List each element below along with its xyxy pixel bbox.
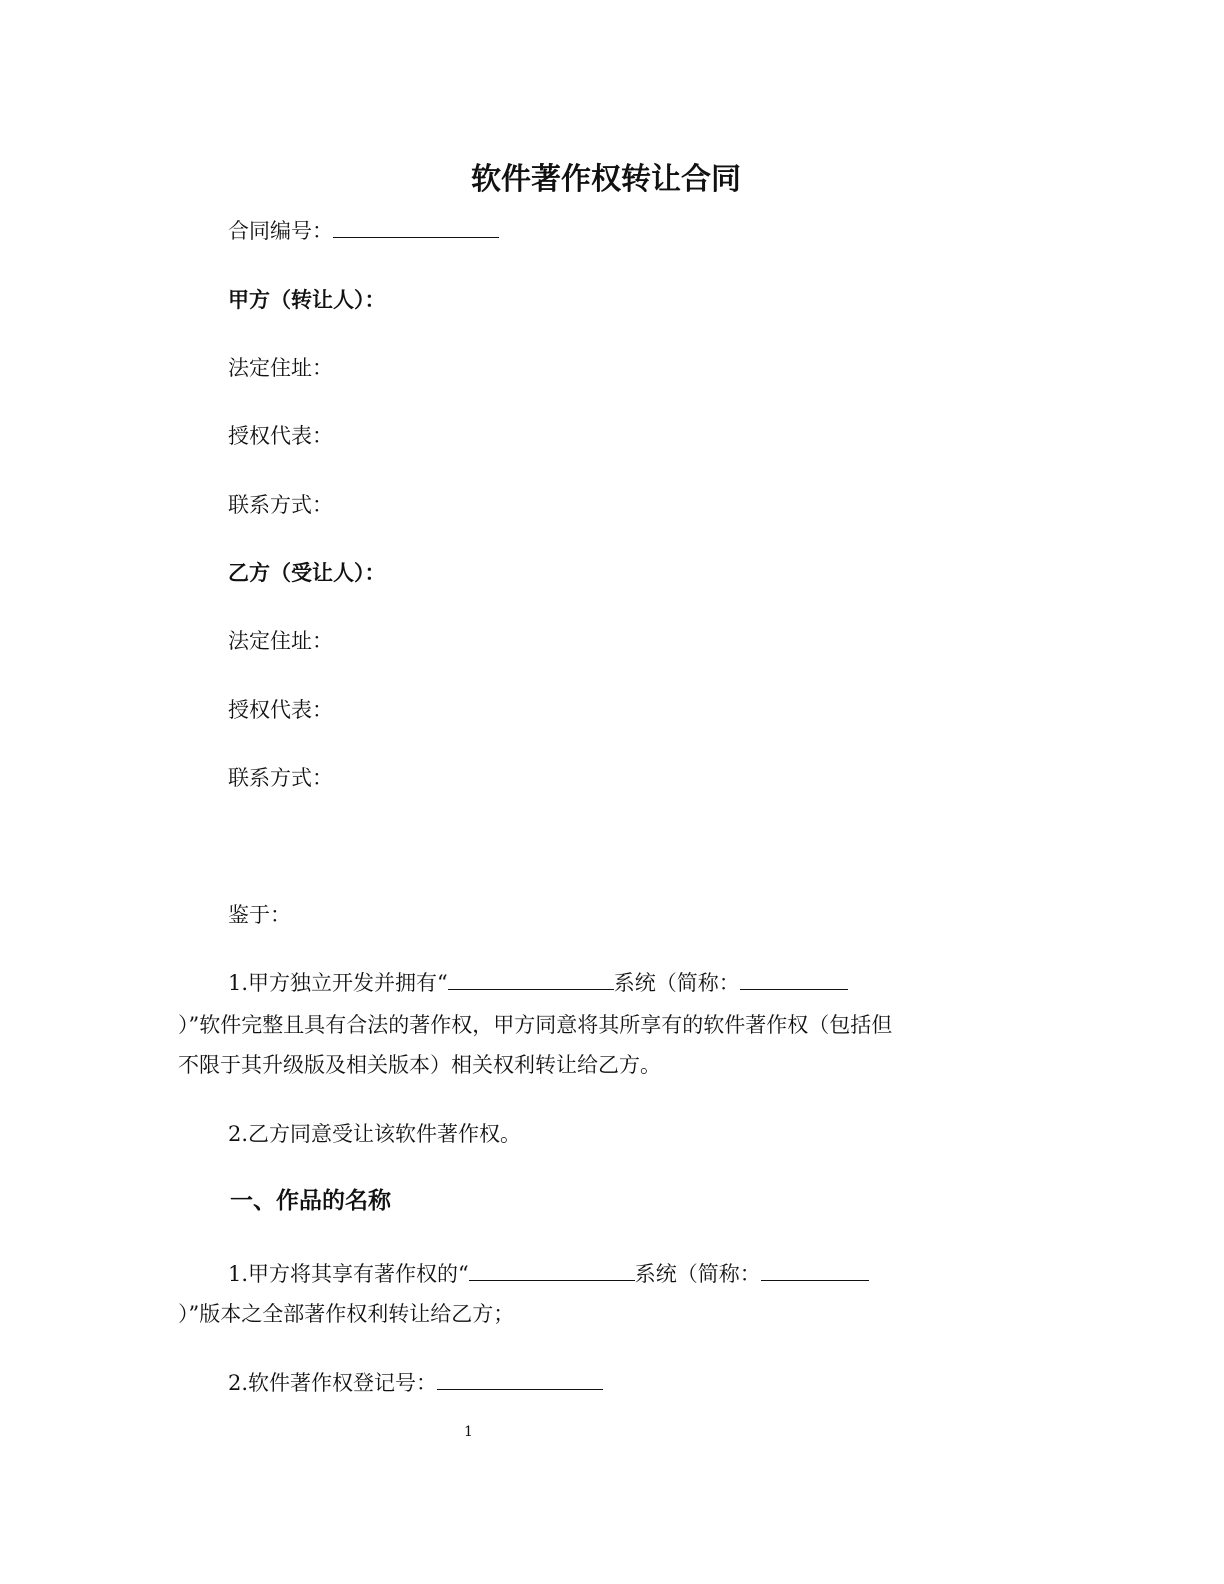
contract-number-blank[interactable]: [333, 219, 499, 238]
section1-short-name-blank[interactable]: [761, 1262, 869, 1281]
registration-number-blank[interactable]: [437, 1371, 603, 1390]
whereas-item1-text-b: 系统（简称：: [613, 971, 740, 995]
party-a-address: 法定住址：: [228, 356, 333, 380]
contract-number: [228, 219, 499, 243]
party-b-heading: 乙方（受让人）：: [228, 561, 386, 585]
section1-item1-line2: ）”版本之全部著作权利转让给乙方；: [178, 1302, 515, 1326]
contract-number-label: 合同编号：: [228, 219, 333, 243]
party-b-contact: 联系方式：: [228, 766, 333, 790]
party-a-rep: 授权代表：: [228, 424, 333, 448]
party-b-address: 法定住址：: [228, 629, 333, 653]
section1-item1-text-a: 1.甲方将其享有著作权的“: [228, 1262, 469, 1286]
whereas-item2: 2.乙方同意受让该软件著作权。: [228, 1122, 522, 1146]
page-number: 1: [464, 1424, 473, 1440]
party-a-heading: 甲方（转让人）：: [228, 288, 386, 312]
document-title: 软件著作权转让合同: [471, 162, 741, 197]
section1-item2: [228, 1371, 603, 1395]
whereas-item1-line2: ）”软件完整且具有合法的著作权，甲方同意将其所享有的软件著作权（包括但: [178, 1013, 893, 1037]
software-name-blank[interactable]: [448, 971, 614, 990]
whereas-item1-text-a: 1.甲方独立开发并拥有“: [228, 971, 448, 995]
party-a-contact: 联系方式：: [228, 493, 333, 517]
section1-software-name-blank[interactable]: [469, 1262, 635, 1281]
section1-item1-line1: [228, 1262, 869, 1286]
whereas-label: 鉴于：: [228, 903, 291, 927]
whereas-item1-line1: [228, 971, 848, 995]
short-name-blank[interactable]: [740, 971, 848, 990]
registration-number-label: 2.软件著作权登记号：: [228, 1371, 438, 1395]
whereas-item1-line3: 不限于其升级版及相关版本）相关权利转让给乙方。: [178, 1053, 661, 1077]
section1-heading: 一、作品的名称: [230, 1188, 391, 1214]
party-b-rep: 授权代表：: [228, 698, 333, 722]
section1-item1-text-b: 系统（简称：: [634, 1262, 761, 1286]
